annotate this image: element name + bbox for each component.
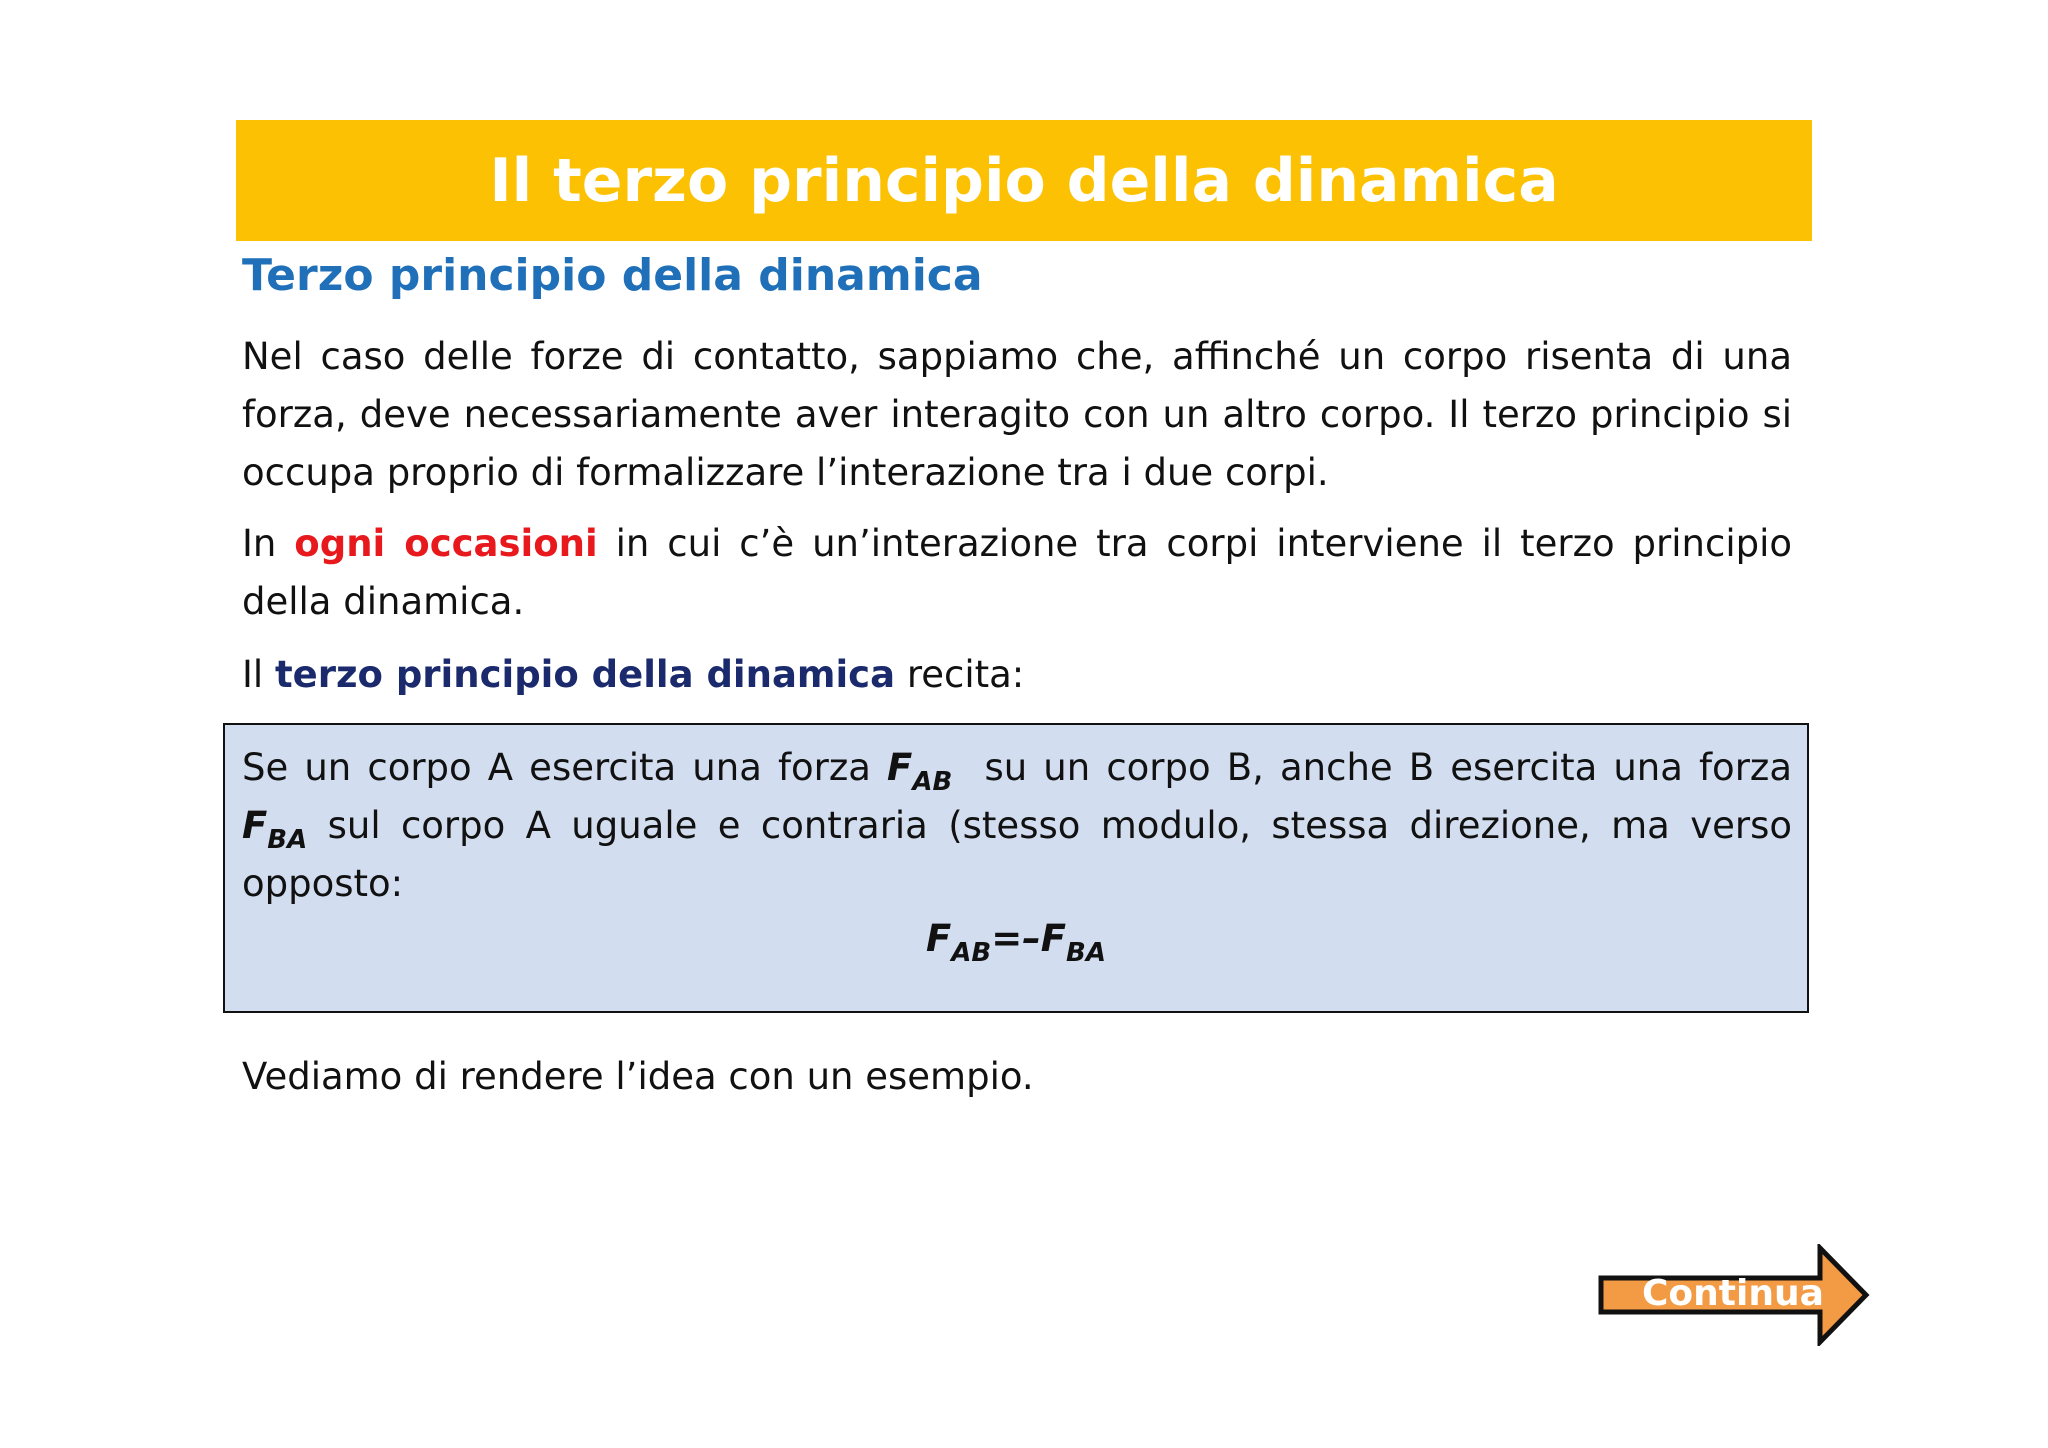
continue-button[interactable] xyxy=(1598,1244,1870,1346)
statement-text: Se un corpo A esercita una forza xyxy=(242,746,888,789)
slide-subtitle: Terzo principio della dinamica xyxy=(242,250,983,301)
paragraph-text: recita: xyxy=(895,653,1025,696)
paragraph-contact-forces: Nel caso delle forze di contatto, sappiamo che, affinché un corpo risenta di una forza, deve necessariamente aver interagito con un altro corpo. Il terzo principio si occupa proprio di formalizzare l’interazione tra i due corpi. xyxy=(242,335,1792,494)
force-symbol-fab: $F_{AB}$ xyxy=(887,746,953,797)
continue-label: Continua xyxy=(1642,1273,1824,1314)
third-law-equation: $F_{AB}=-F_{BA}$ xyxy=(926,917,1106,968)
paragraph-text: In xyxy=(242,522,295,565)
paragraph-principle-intro xyxy=(242,646,1792,704)
statement-text: sul corpo A uguale e contraria (stesso modulo, stessa direzione, ma verso opposto: xyxy=(242,804,1792,905)
title-bar xyxy=(236,120,1812,241)
paragraph-text: Il xyxy=(242,653,275,696)
slide-title: Il terzo principio della dinamica xyxy=(489,145,1559,216)
emphasis-every-occasion: ogni occasioni xyxy=(294,522,598,565)
emphasis-third-principle: terzo principio della dinamica xyxy=(274,653,896,696)
statement-text: su un corpo B, anche B esercita una forza xyxy=(952,746,1804,789)
principle-statement-box xyxy=(223,723,1809,1013)
force-symbol-fba: $F_{BA}$ xyxy=(242,804,308,855)
principle-statement xyxy=(242,739,1804,913)
paragraph-every-occasion xyxy=(242,515,1792,631)
paragraph-text: in cui c’è un’interazione tra corpi interviene il terzo principio della dinamica. xyxy=(242,522,1793,623)
paragraph-example: Vediamo di rendere l’idea con un esempio. xyxy=(242,1055,1034,1098)
